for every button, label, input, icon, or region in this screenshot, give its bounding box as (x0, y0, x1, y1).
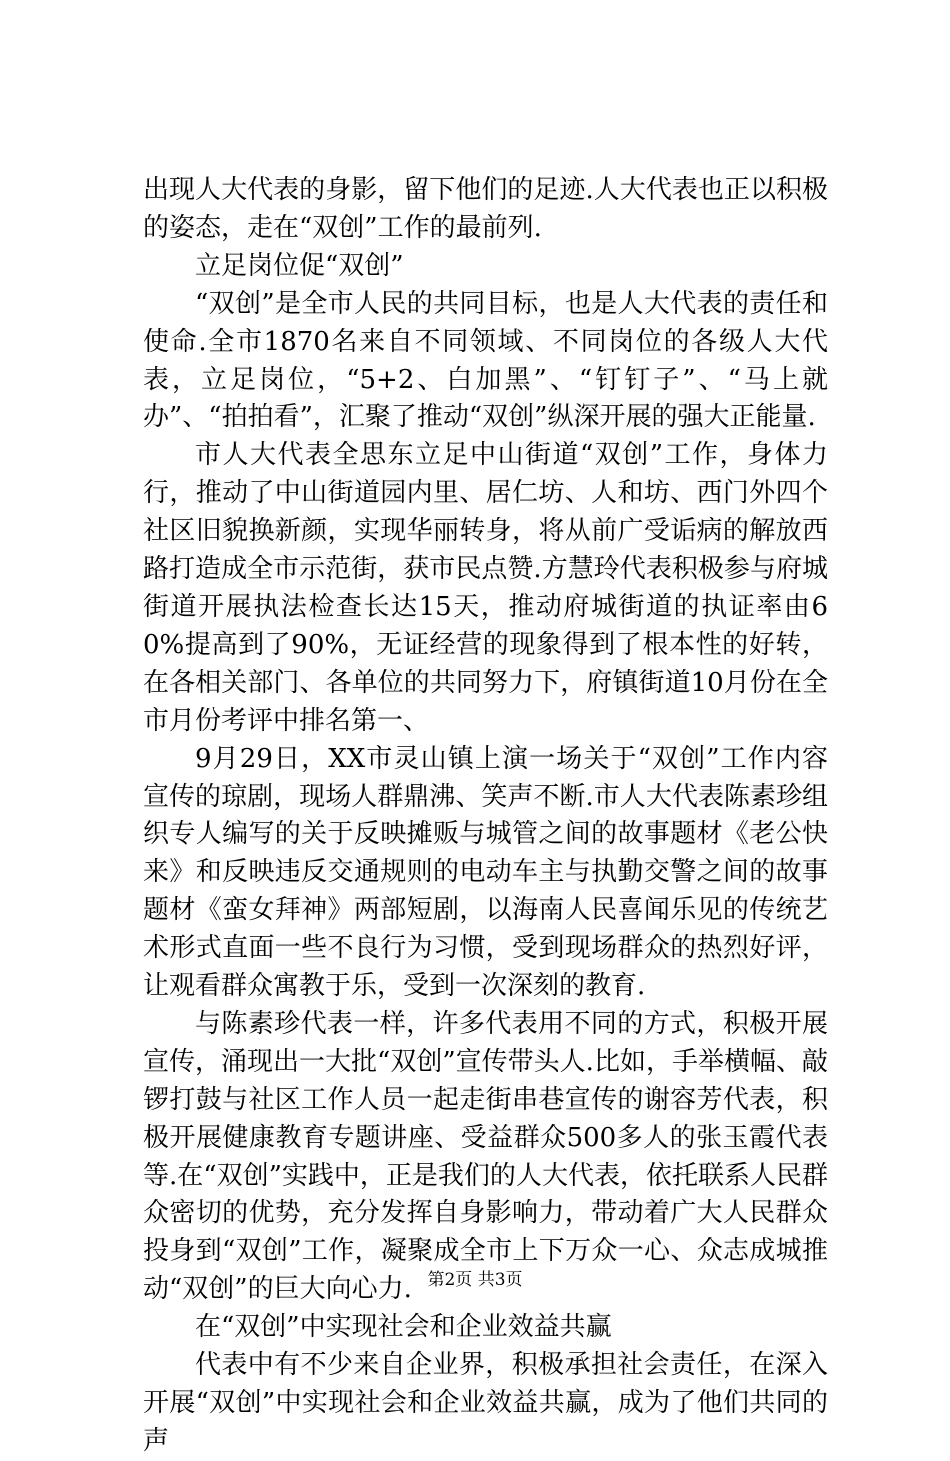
paragraph: 出现人大代表的身影，留下他们的足迹.人大代表也正以积极的姿态，走在“双创”工作的最前列. (143, 175, 828, 243)
paragraph: 与陈素珍代表一样，许多代表用不同的方式，积极开展宣传，涌现出一大批“双创”宣传带头人.比如，手举横幅、敲锣打鼓与社区工作人员一起走街串巷宣传的谢容芳代表，积极开展健康教育专题讲座、受益群众500多人的张玉霞代表等.在“双创”实践中，正是我们的人大代表，依托联系人民群众密切的优势，充分发挥自身影响力，带动着广大人民群众投身到“双创”工作，凝聚成全市上下万众一心、众志成城推动“双创”的巨大向心力. (143, 1008, 828, 1305)
paragraph: 9月29日，XX市灵山镇上演一场关于“双创”工作内容宣传的琼剧，现场人群鼎沸、笑声不断.市人大代表陈素珍组织专人编写的关于反映摊贩与城管之间的故事题材《老公快来》和反映违反交通规则的电动车主与执勤交警之间的故事题材《蛮女拜神》两部短剧，以海南人民喜闻乐见的传统艺术形式直面一些不良行为习惯，受到现场群众的热烈好评，让观看群众寓教于乐，受到一次深刻的教育. (143, 743, 828, 1002)
section-heading: 立足岗位促“双创” (195, 250, 404, 281)
body-text (143, 172, 828, 1461)
paragraph: “双创”是全市人民的共同目标，也是人大代表的责任和使命.全市1870名来自不同领域、不同岗位的各级人大代表，立足岗位，“5+2、白加黑”、“钉钉子”、“马上就办”、“拍拍看”，汇聚了推动“双创”纵深开展的强大正能量. (143, 288, 828, 433)
section-heading: 在“双创”中实现社会和企业效益共赢 (195, 1312, 612, 1343)
paragraph: 代表中有不少来自企业界，积极承担社会责任，在深入开展“双创”中实现社会和企业效益共赢，成为了他们共同的声 (143, 1350, 828, 1456)
page-footer: 第2页 共3页 (427, 1270, 523, 1290)
paragraph: 市人大代表全思东立足中山街道“双创”工作，身体力行，推动了中山街道园内里、居仁坊、人和坊、西门外四个社区旧貌换新颜，实现华丽转身，将从前广受诟病的解放西路打造成全市示范街，获市民点赞.方慧玲代表积极参与府城街道开展执法检查长达15天，推动府城街道的执证率由60%提高到了90%，无证经营的现象得到了根本性的好转，在各相关部门、各单位的共同努力下，府镇街道10月份在全市月份考评中排名第一、 (143, 440, 828, 736)
